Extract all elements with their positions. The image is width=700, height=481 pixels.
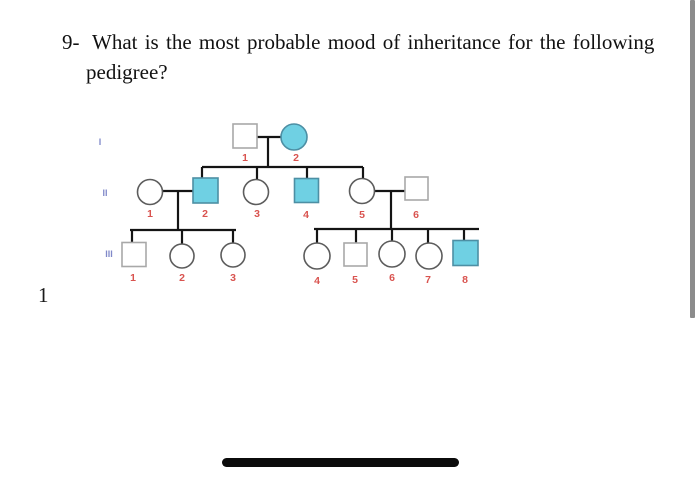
pedigree-individual-number-I-2: 2 [293,152,299,164]
pedigree-individual-III-2 [170,244,194,268]
bottom-bar [222,458,459,467]
pedigree-individual-III-6 [379,241,405,267]
scrollbar-thumb[interactable] [690,0,695,318]
pedigree-individual-number-III-1: 1 [130,272,136,284]
pedigree-individual-II-6 [405,177,428,200]
pedigree-individual-number-II-2: 2 [202,208,208,220]
pedigree-individual-number-I-1: 1 [242,152,248,164]
pedigree-individual-number-II-4: 4 [303,209,309,221]
pedigree-individual-I-1 [233,124,257,148]
pedigree-individual-number-II-5: 5 [359,209,365,221]
pedigree-individual-III-4 [304,243,330,269]
pedigree-individual-number-II-3: 3 [254,208,260,220]
pedigree-individual-II-2 [193,178,218,203]
page-number: 1 [38,283,49,307]
pedigree-individual-I-2 [281,124,307,150]
generation-label-II: II [102,188,108,198]
generation-label-III: III [105,249,113,259]
pedigree-individual-II-3 [244,180,269,205]
pedigree-individual-III-8 [453,241,478,266]
pedigree-individual-III-5 [344,243,367,266]
pedigree-individual-III-1 [122,243,146,267]
question-number: 9- [62,30,80,54]
pedigree-individual-number-III-7: 7 [425,274,431,286]
pedigree-individual-number-III-8: 8 [462,274,468,286]
pedigree-individual-number-III-5: 5 [352,274,358,286]
pedigree-individual-number-III-6: 6 [389,272,395,284]
pedigree-individual-number-III-4: 4 [314,275,320,287]
question-body-line2: pedigree? [86,60,168,84]
pedigree-individual-III-3 [221,243,245,267]
pedigree-individual-number-III-3: 3 [230,272,236,284]
pedigree-individual-II-5 [350,179,375,204]
pedigree-individual-number-III-2: 2 [179,272,185,284]
pedigree-individual-III-7 [416,243,442,269]
generation-label-I: I [98,137,102,147]
question-body-line1: What is the most probable mood of inheritance for the following [92,30,655,54]
pedigree-individual-number-II-1: 1 [147,208,153,220]
pedigree-individual-II-4 [295,179,319,203]
pedigree-individual-number-II-6: 6 [413,209,419,221]
pedigree-individual-II-1 [138,180,163,205]
